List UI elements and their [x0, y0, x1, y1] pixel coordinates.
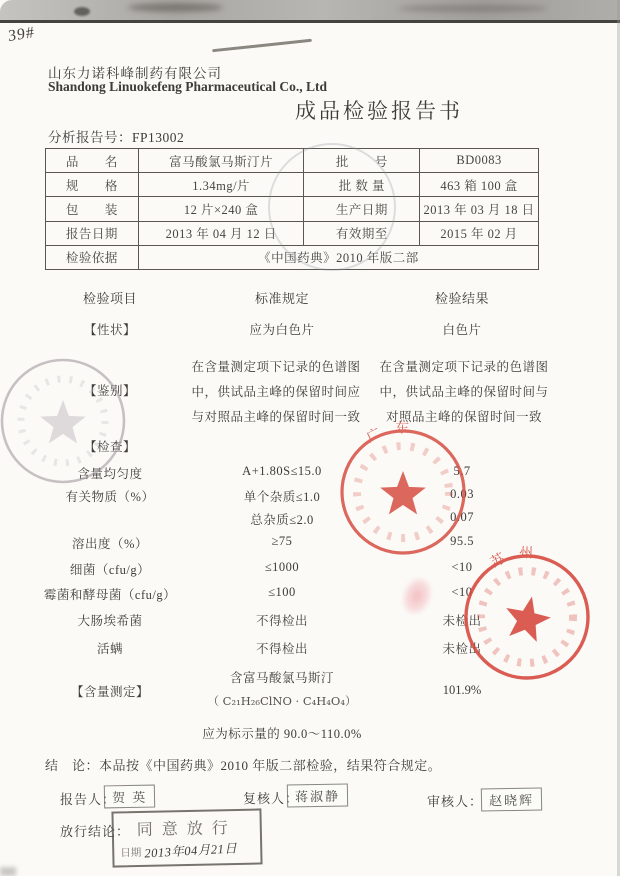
field-label: 报告日期: [46, 221, 139, 245]
scan-smudge: [74, 7, 90, 16]
star-icon: [380, 471, 426, 514]
reporter-label: 报告人：: [60, 792, 117, 807]
test-item: 细菌（cfu/g）: [69, 563, 151, 577]
page-title: 成品检验报告书: [295, 99, 463, 123]
auditor-name-stamp: 赵晓辉: [481, 787, 542, 811]
standard-spec: A+1.80S≤15.0: [242, 464, 322, 478]
test-result: 0.03: [450, 487, 474, 501]
test-result: 5.7: [453, 464, 471, 478]
field-label: 生产日期: [304, 197, 420, 221]
chemical-formula: （ C₂₁H₂₆ClNO · C₄H₄O₄）: [207, 694, 357, 708]
standard-spec: 在含量测定项下记录的色谱图中，供试品主峰的保留时间应与对照品主峰的保留时间一致: [191, 360, 361, 424]
field-value: BD0083: [420, 149, 539, 173]
test-item: 【含量测定】: [70, 685, 149, 699]
test-result: 白色片: [442, 323, 482, 337]
stamp-rim-text: 广 东: [364, 421, 415, 447]
field-label: 检验依据: [46, 245, 139, 269]
test-result: 未检出: [442, 614, 482, 628]
release-date-handwritten: 2013年04月21日: [143, 841, 238, 861]
test-item: 【检查】: [83, 440, 136, 454]
field-label: 规 格: [46, 173, 139, 197]
star-icon: [40, 400, 86, 443]
standard-spec: 单个杂质≤1.0: [243, 490, 321, 504]
field-value: 《中国药典》2010 年版二部: [138, 245, 538, 269]
faint-stamp-ghost-circle: [268, 143, 396, 271]
test-item: 活螨: [96, 642, 123, 656]
test-item: 【鉴别】: [83, 384, 136, 398]
test-item: 溶出度（%）: [72, 537, 148, 551]
release-date-line: [114, 839, 260, 860]
reviewer-label: 复核人：: [243, 791, 300, 806]
release-date-label: 日期: [120, 847, 142, 860]
release-stamp-text: 同意放行: [136, 819, 237, 840]
field-value: 1.34mg/片: [138, 173, 304, 197]
standard-spec: 总杂质≤2.0: [250, 513, 314, 527]
field-value: 2015 年 02 月: [420, 221, 539, 245]
standard-spec: 应为白色片: [249, 323, 315, 337]
standard-spec: ≤100: [268, 585, 296, 599]
test-result: 95.5: [450, 534, 474, 548]
test-item: 【性状】: [83, 323, 136, 337]
field-value: 富马酸氯马斯汀片: [138, 149, 304, 173]
field-value: 12 片×240 盒: [138, 197, 304, 221]
scan-smudge: [128, 3, 223, 12]
report-number-line: [48, 126, 184, 146]
stamp-rim-text: 苏 州: [488, 546, 539, 572]
pencil-stroke: [212, 39, 312, 52]
field-value: 2013 年 03 月 18 日: [420, 197, 539, 221]
release-conclusion-label: 放行结论：: [60, 824, 131, 839]
auditor-label: 审核人：: [427, 794, 484, 809]
scan-smudge: [398, 5, 548, 12]
company-name-cn: 山东力诺科峰制药有限公司: [48, 66, 222, 81]
test-item: 含量均匀度: [77, 467, 143, 481]
standard-spec: ≥75: [271, 534, 293, 548]
release-approval-stamp: [111, 808, 262, 867]
field-label: 批 号: [304, 149, 420, 173]
star-icon: [501, 592, 555, 644]
test-result: 0.07: [450, 510, 474, 524]
column-header-standard: 标准规定: [254, 291, 309, 306]
paper-corner-shadow: [0, 867, 16, 876]
company-name-en: Shandong Linuokefeng Pharmaceutical Co., Ltd: [48, 79, 328, 94]
test-result: <10: [451, 585, 473, 599]
field-label: 有效期至: [304, 221, 420, 245]
red-circular-stamp-right: [452, 542, 602, 692]
report-number-value: FP13002: [132, 130, 185, 145]
standard-spec: ≤1000: [264, 560, 300, 574]
field-value: 463 箱 100 盒: [420, 173, 539, 197]
test-item: 有关物质（%）: [65, 490, 155, 504]
field-label: 包 装: [46, 197, 139, 221]
conclusion-line: 结 论：本品按《中国药典》2010 年版二部检验，结果符合规定。: [45, 758, 442, 773]
field-label: 品 名: [46, 149, 139, 173]
test-item: 霉菌和酵母菌（cfu/g）: [43, 588, 177, 602]
handwritten-corner-mark: 39#: [7, 23, 36, 46]
report-number-label: 分析报告号：: [48, 130, 132, 145]
assay-range-note: 应为标示量的 90.0～110.0%: [202, 727, 362, 741]
reviewer-name-stamp: 蒋淑静: [287, 783, 348, 807]
field-value: 2013 年 04 月 12 日: [138, 221, 304, 245]
reporter-name-stamp: 贺 英: [104, 785, 156, 809]
standard-spec: 不得检出: [255, 642, 308, 656]
field-label: 批 数 量: [304, 173, 420, 197]
scanner-edge-band: [0, 0, 620, 23]
test-result: 未检出: [442, 642, 482, 656]
test-result: <10: [451, 560, 473, 574]
gray-circular-stamp: [0, 346, 138, 496]
test-result: 101.9%: [442, 683, 482, 697]
standard-spec: 含富马酸氯马斯汀: [229, 671, 334, 685]
test-item: 大肠埃希菌: [77, 614, 143, 628]
column-header-result: 检验结果: [434, 291, 489, 306]
standard-spec: 不得检出: [255, 614, 308, 628]
column-header-item: 检验项目: [82, 291, 137, 306]
test-result: 在含量测定项下记录的色谱图中，供试品主峰的保留时间与对照品主峰的保留时间一致: [379, 360, 549, 424]
